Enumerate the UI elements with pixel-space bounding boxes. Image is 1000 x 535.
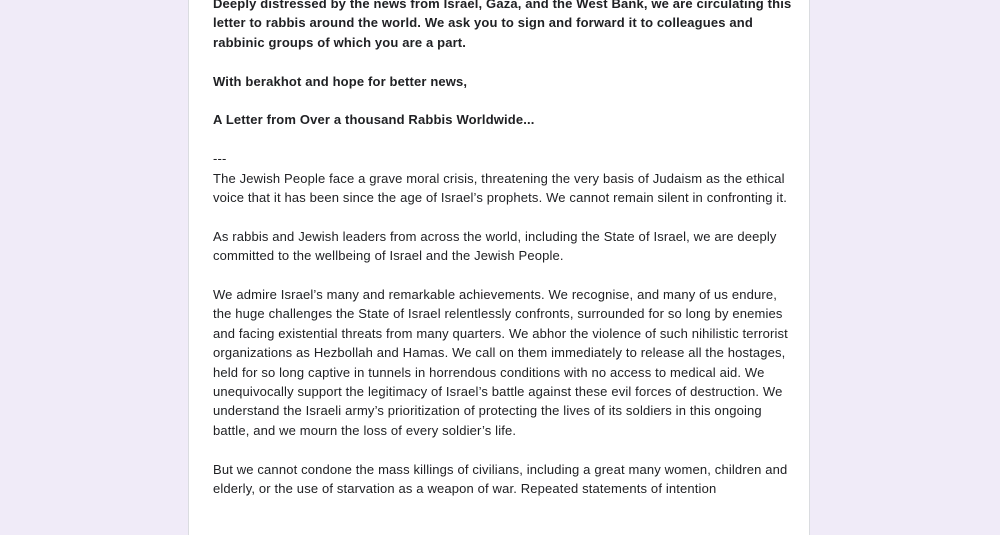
letter-paragraph-1: The Jewish People face a grave moral crisis, threatening the very basis of Judaism as the ethical voice that it has been since the age of Israel’s prophets. We cannot remain silent in confronting it. — [213, 170, 787, 206]
intro-paragraph: Deeply distressed by the news from Israel, Gaza, and the West Bank, we are circulating this letter to rabbis around the world. We ask you to sign and forward it to colleagues and rabbinic groups of which you are a part. — [213, 0, 792, 50]
closing-line: With berakhot and hope for better news, — [213, 73, 468, 89]
letter-paragraph-4: But we cannot condone the mass killings of civilians, including a great many women, children and elderly, or the use of starvation as a weapon of war. Repeated statements of intention — [213, 461, 788, 497]
letter-text — [213, 0, 793, 518]
letter-paragraph-2: As rabbis and Jewish leaders from across the world, including the State of Israel, we are deeply committed to the wellbeing of Israel and the Jewish People. — [213, 228, 777, 264]
form-description-card — [188, 0, 810, 535]
letter-paragraph-3: We admire Israel’s many and remarkable achievements. We recognise, and many of us endure, the huge challenges the State of Israel relentlessly confronts, surrounded for so long by enemies and facing existential threats from many quarters. We abhor the violence of such nihilistic terrorist organizations as Hezbollah and Hamas. We call on them immediately to release all the hostages, held for so long captive in tunnels in horrendous conditions with no access to medical aid. We unequivocally support the legitimacy of Israel’s battle against these evil forces of destruction. We understand the Israeli army’s prioritization of protecting the lives of its soldiers in this ongoing battle, and we mourn the loss of every soldier’s life. — [213, 287, 788, 438]
separator-line: --- — [213, 151, 227, 167]
letter-title: A Letter from Over a thousand Rabbis Worldwide... — [213, 112, 535, 128]
